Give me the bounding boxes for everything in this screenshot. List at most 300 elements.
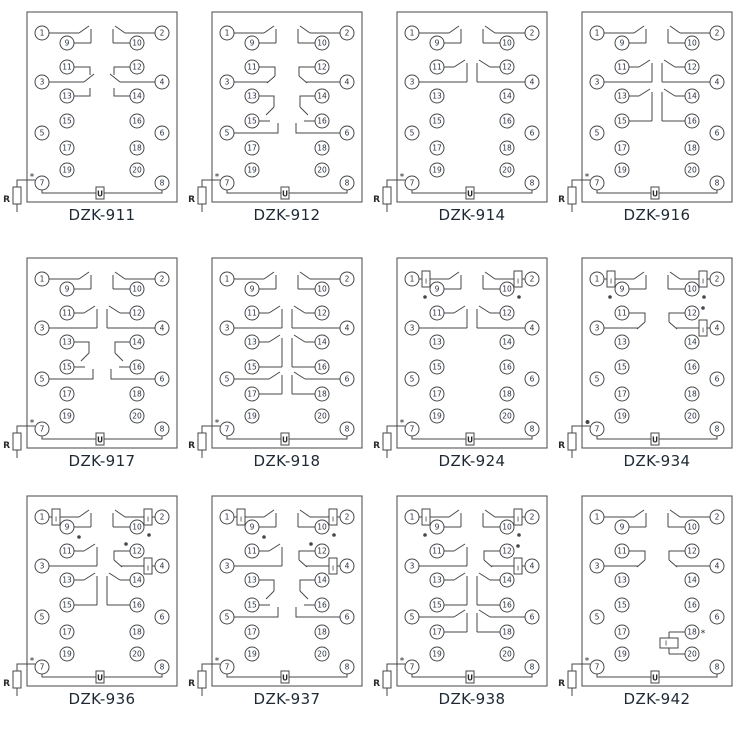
panel-dzk-936 <box>0 486 182 716</box>
bottom-rail <box>289 190 347 193</box>
contact-wire <box>115 510 125 517</box>
resistor-label: R <box>373 679 380 689</box>
terminal-3-number: 3 <box>409 323 415 333</box>
bottom-rail <box>412 674 466 677</box>
terminal-10-number: 10 <box>687 284 697 294</box>
terminal-5-number: 5 <box>409 612 415 622</box>
polarity-dot <box>147 533 151 537</box>
star-marker: * <box>214 172 220 183</box>
resistor-label: R <box>3 441 10 451</box>
panel-label: DZK-942 <box>623 690 691 708</box>
resistor-label: R <box>188 679 195 689</box>
contact-wire <box>84 74 94 82</box>
terminal-3-number: 3 <box>594 561 600 571</box>
terminal-7-number: 7 <box>39 178 45 188</box>
terminal-13-number: 13 <box>62 91 72 101</box>
terminal-4-number: 4 <box>529 561 535 571</box>
contact-wire <box>294 372 305 379</box>
contact-wire <box>269 544 280 551</box>
terminal-5-number: 5 <box>224 374 230 384</box>
terminal-6-number: 6 <box>344 374 350 384</box>
terminal-4-number: 4 <box>344 77 350 87</box>
terminal-14-number: 14 <box>687 91 697 101</box>
terminal-4-number: 4 <box>344 323 350 333</box>
panel-dzk-916 <box>552 2 737 232</box>
contact-wire <box>454 60 465 67</box>
terminal-14-number: 14 <box>502 91 512 101</box>
panel-dzk-912 <box>182 2 367 232</box>
polarity-dot <box>309 542 313 546</box>
terminal-7-number: 7 <box>594 424 600 434</box>
contact-wire <box>664 60 675 67</box>
panel-dzk-942 <box>552 486 737 716</box>
terminal-3-number: 3 <box>39 323 45 333</box>
current-coil-label: I <box>239 515 243 524</box>
terminal-15-number: 15 <box>617 116 627 126</box>
contact-wire <box>114 88 130 96</box>
contact-wire <box>449 272 459 279</box>
bottom-rail <box>104 190 162 193</box>
terminal-19-number: 19 <box>432 411 442 421</box>
terminal-8-number: 8 <box>159 178 165 188</box>
contact-wire <box>84 544 95 551</box>
terminal-10-number: 10 <box>132 38 142 48</box>
terminal-10-number: 10 <box>502 284 512 294</box>
terminal-6-number: 6 <box>159 128 165 138</box>
terminal-17-number: 17 <box>62 389 72 399</box>
resistor <box>198 671 206 688</box>
resistor <box>13 433 21 450</box>
terminal-16-number: 16 <box>502 362 512 372</box>
terminal-2-number: 2 <box>159 512 165 522</box>
contact-wire <box>669 322 677 329</box>
terminal-18-number: 18 <box>687 627 697 637</box>
terminal-11-number: 11 <box>62 546 72 556</box>
relay-case-outline <box>212 12 362 202</box>
contact-wire <box>79 510 89 517</box>
terminal-9-number: 9 <box>619 38 625 48</box>
contact-wire <box>670 510 680 517</box>
relay-wiring-diagram <box>552 2 737 232</box>
bottom-rail <box>42 436 96 439</box>
terminal-12-number: 12 <box>502 62 512 72</box>
bottom-rail <box>597 436 651 439</box>
terminal-6-number: 6 <box>344 612 350 622</box>
terminal-12-number: 12 <box>687 308 697 318</box>
contact-wire <box>115 353 123 361</box>
terminal-15-number: 15 <box>617 362 627 372</box>
star-marker: * <box>584 172 590 183</box>
contact-wire <box>629 313 645 322</box>
contact-wire <box>294 335 305 342</box>
contact-wire <box>110 74 120 82</box>
terminal-5-number: 5 <box>39 612 45 622</box>
terminal-13-number: 13 <box>432 575 442 585</box>
terminal-11-number: 11 <box>432 308 442 318</box>
contact-wire <box>264 272 274 279</box>
terminal-10-number: 10 <box>687 522 697 532</box>
terminal-5-number: 5 <box>224 128 230 138</box>
relay-wiring-diagram <box>367 248 552 478</box>
current-coil-label: I <box>424 277 428 286</box>
contact-wire <box>634 510 644 517</box>
terminal-4-number: 4 <box>714 323 720 333</box>
relay-wiring-diagram <box>0 2 182 232</box>
terminal-18-number: 18 <box>132 389 142 399</box>
terminal-14-number: 14 <box>132 91 142 101</box>
relay-case-outline <box>27 258 177 448</box>
terminal-3-number: 3 <box>224 77 230 87</box>
relay-wiring-diagram <box>182 248 367 478</box>
terminal-14-number: 14 <box>687 575 697 585</box>
polarity-dot <box>608 295 612 299</box>
terminal-9-number: 9 <box>619 284 625 294</box>
resistor <box>383 671 391 688</box>
terminal-13-number: 13 <box>432 337 442 347</box>
contact-wire <box>259 580 274 591</box>
contact-wire <box>629 551 645 560</box>
terminal-8-number: 8 <box>159 662 165 672</box>
star-marker: * <box>584 656 590 667</box>
contact-wire <box>639 89 650 96</box>
terminal-8-number: 8 <box>529 178 535 188</box>
terminal-8-number: 8 <box>344 424 350 434</box>
panel-dzk-938 <box>367 486 552 716</box>
star-marker: * <box>29 172 35 183</box>
terminal-18-number: 18 <box>502 389 512 399</box>
voltage-coil-label: U <box>96 189 104 199</box>
relay-wiring-diagram <box>182 2 367 232</box>
voltage-coil-label: U <box>466 673 474 683</box>
terminal-2-number: 2 <box>344 274 350 284</box>
terminal-18-number: 18 <box>502 627 512 637</box>
terminal-19-number: 19 <box>617 411 627 421</box>
contact-wire <box>454 610 465 617</box>
terminal-1-number: 1 <box>224 28 230 38</box>
terminal-11-number: 11 <box>247 308 257 318</box>
terminal-19-number: 19 <box>62 649 72 659</box>
terminal-6-number: 6 <box>714 374 720 384</box>
terminal-10-number: 10 <box>502 522 512 532</box>
resistor <box>383 187 391 204</box>
terminal-9-number: 9 <box>434 284 440 294</box>
terminal-2-number: 2 <box>714 512 720 522</box>
contact-wire <box>299 76 307 83</box>
terminal-18-number: 18 <box>132 627 142 637</box>
panel-label: DZK-914 <box>438 206 506 224</box>
terminal-11-number: 11 <box>617 62 627 72</box>
panel-dzk-914 <box>367 2 552 232</box>
panel-label: DZK-938 <box>438 690 506 708</box>
relay-wiring-diagram <box>552 486 737 716</box>
terminal-8-number: 8 <box>529 424 535 434</box>
bottom-rail <box>289 436 347 439</box>
terminal-19-number: 19 <box>247 411 257 421</box>
terminal-11-number: 11 <box>62 308 72 318</box>
relay-case-outline <box>212 496 362 686</box>
contact-wire <box>669 560 677 567</box>
terminal-15-number: 15 <box>247 116 257 126</box>
terminal-9-number: 9 <box>64 38 70 48</box>
terminal-5-number: 5 <box>224 612 230 622</box>
bottom-rail <box>474 674 532 677</box>
terminal-6-number: 6 <box>159 374 165 384</box>
polarity-dot <box>124 542 128 546</box>
contact-wire <box>74 342 89 353</box>
relay-case-outline <box>212 258 362 448</box>
resistor-label: R <box>3 679 10 689</box>
relay-case-outline <box>582 258 732 448</box>
terminal-6-number: 6 <box>529 612 535 622</box>
current-coil-label: I <box>701 277 705 286</box>
terminal-4-number: 4 <box>159 77 165 87</box>
terminal-5-number: 5 <box>594 612 600 622</box>
resistor-label: R <box>3 195 10 205</box>
bottom-rail <box>227 436 281 439</box>
panel-dzk-911 <box>0 2 182 232</box>
current-coil-label: I <box>146 564 150 573</box>
terminal-13-number: 13 <box>247 337 257 347</box>
voltage-coil-label: U <box>466 435 474 445</box>
terminal-19-number: 19 <box>617 649 627 659</box>
terminal-12-number: 12 <box>317 62 327 72</box>
terminal-11-number: 11 <box>247 546 257 556</box>
terminal-18-number: 18 <box>687 389 697 399</box>
terminal-14-number: 14 <box>317 575 327 585</box>
terminal-6-number: 6 <box>714 128 720 138</box>
current-coil-label: I <box>516 277 520 286</box>
terminal-14-number: 14 <box>687 337 697 347</box>
contact-wire <box>300 26 310 33</box>
terminal-17-number: 17 <box>247 389 257 399</box>
contact-wire <box>484 560 492 567</box>
terminal-1-number: 1 <box>594 28 600 38</box>
polarity-dot <box>516 544 520 548</box>
polarity-dot <box>586 420 590 424</box>
terminal-16-number: 16 <box>132 116 142 126</box>
terminal-20-number: 20 <box>317 165 327 175</box>
panel-dzk-934 <box>552 248 737 478</box>
bottom-rail <box>659 436 717 439</box>
terminal-6-number: 6 <box>714 612 720 622</box>
terminal-7-number: 7 <box>224 662 230 672</box>
contact-wire <box>300 580 315 591</box>
star-marker: * <box>29 656 35 667</box>
contact-wire <box>259 96 274 107</box>
terminal-19-number: 19 <box>247 165 257 175</box>
terminal-8-number: 8 <box>344 178 350 188</box>
terminal-10-number: 10 <box>502 38 512 48</box>
resistor-label: R <box>373 195 380 205</box>
current-coil-label: I <box>664 639 668 648</box>
terminal-9-number: 9 <box>64 284 70 294</box>
terminal-1-number: 1 <box>594 274 600 284</box>
contact-wire <box>299 67 315 76</box>
terminal-4-number: 4 <box>159 323 165 333</box>
terminal-19-number: 19 <box>432 649 442 659</box>
contact-wire <box>664 89 675 96</box>
contact-wire <box>79 26 89 33</box>
terminal-11-number: 11 <box>247 62 257 72</box>
resistor-label: R <box>188 195 195 205</box>
relay-wiring-diagram <box>0 486 182 716</box>
terminal-14-number: 14 <box>502 575 512 585</box>
terminal-11-number: 11 <box>432 546 442 556</box>
terminal-4-number: 4 <box>714 561 720 571</box>
resistor-label: R <box>188 441 195 451</box>
terminal-14-number: 14 <box>132 575 142 585</box>
relay-wiring-diagram <box>552 248 737 478</box>
polarity-dot <box>77 535 81 539</box>
terminal-5-number: 5 <box>39 128 45 138</box>
voltage-coil-label: U <box>466 189 474 199</box>
terminal-15-number: 15 <box>247 600 257 610</box>
terminal-20-number: 20 <box>687 411 697 421</box>
bottom-rail <box>412 436 466 439</box>
voltage-coil-label: U <box>651 673 659 683</box>
terminal-20-number: 20 <box>132 411 142 421</box>
terminal-8-number: 8 <box>714 178 720 188</box>
terminal-15-number: 15 <box>432 116 442 126</box>
terminal-14-number: 14 <box>132 337 142 347</box>
terminal-7-number: 7 <box>409 662 415 672</box>
current-coil-label: I <box>609 277 613 286</box>
contact-wire <box>485 510 495 517</box>
voltage-coil-label: U <box>651 189 659 199</box>
terminal-16-number: 16 <box>502 600 512 610</box>
polarity-dot <box>517 533 521 537</box>
terminal-17-number: 17 <box>432 627 442 637</box>
terminal-20-number: 20 <box>317 649 327 659</box>
contact-wire <box>79 272 89 279</box>
terminal-6-number: 6 <box>159 612 165 622</box>
terminal-7-number: 7 <box>409 424 415 434</box>
terminal-2-number: 2 <box>714 28 720 38</box>
terminal-9-number: 9 <box>249 38 255 48</box>
polarity-dot <box>517 295 521 299</box>
terminal-1-number: 1 <box>39 512 45 522</box>
terminal-13-number: 13 <box>617 337 627 347</box>
polarity-dot <box>423 533 427 537</box>
terminal-18-number: 18 <box>317 143 327 153</box>
panel-label: DZK-918 <box>253 452 321 470</box>
current-coil-label: I <box>424 515 428 524</box>
bottom-rail <box>412 190 466 193</box>
star-marker: * <box>399 172 405 183</box>
polarity-dot <box>702 295 706 299</box>
terminal-7-number: 7 <box>594 662 600 672</box>
panel-label: DZK-916 <box>623 206 691 224</box>
contact-wire <box>269 335 280 342</box>
contact-wire <box>266 591 274 599</box>
contact-wire <box>479 60 490 67</box>
contact-wire <box>454 544 465 551</box>
bottom-rail <box>659 190 717 193</box>
relay-case-outline <box>397 12 547 202</box>
terminal-13-number: 13 <box>62 337 72 347</box>
voltage-coil-label: U <box>281 189 289 199</box>
resistor <box>568 187 576 204</box>
terminal-3-number: 3 <box>594 323 600 333</box>
polarity-dot <box>262 535 266 539</box>
contact-wire <box>74 67 90 75</box>
contact-wire <box>670 26 680 33</box>
terminal-17-number: 17 <box>62 627 72 637</box>
terminal-3-number: 3 <box>409 77 415 87</box>
terminal-12-number: 12 <box>317 546 327 556</box>
bottom-rail <box>597 674 651 677</box>
terminal-13-number: 13 <box>432 91 442 101</box>
resistor-label: R <box>558 441 565 451</box>
terminal-3-number: 3 <box>594 77 600 87</box>
panel-label: DZK-924 <box>438 452 506 470</box>
terminal-15-number: 15 <box>247 362 257 372</box>
terminal-9-number: 9 <box>434 522 440 532</box>
contact-wire <box>669 551 685 560</box>
terminal-12-number: 12 <box>502 546 512 556</box>
contact-wire <box>109 573 120 580</box>
star-marker: * <box>399 418 405 429</box>
contact-wire <box>294 306 305 313</box>
terminal-8-number: 8 <box>344 662 350 672</box>
terminal-17-number: 17 <box>247 143 257 153</box>
relay-wiring-diagram <box>0 248 182 478</box>
terminal-18-number: 18 <box>317 627 327 637</box>
contact-wire <box>300 107 308 115</box>
polarity-dot <box>701 306 705 310</box>
terminal-1-number: 1 <box>224 512 230 522</box>
voltage-coil-label: U <box>96 673 104 683</box>
contact-wire <box>115 342 130 353</box>
terminal-14-number: 14 <box>502 337 512 347</box>
contact-wire <box>300 96 315 107</box>
bottom-rail <box>227 190 281 193</box>
terminal-9-number: 9 <box>249 522 255 532</box>
current-coil-label: I <box>516 515 520 524</box>
terminal-20-number: 20 <box>502 649 512 659</box>
terminal-4-number: 4 <box>529 323 535 333</box>
star-marker: * <box>700 629 706 639</box>
contact-wire <box>637 560 645 567</box>
terminal-18-number: 18 <box>687 143 697 153</box>
terminal-1-number: 1 <box>39 274 45 284</box>
terminal-4-number: 4 <box>529 77 535 87</box>
terminal-9-number: 9 <box>249 284 255 294</box>
contact-wire <box>109 306 120 313</box>
terminal-16-number: 16 <box>132 600 142 610</box>
panel-label: DZK-911 <box>68 206 136 224</box>
terminal-3-number: 3 <box>39 561 45 571</box>
terminal-14-number: 14 <box>317 337 327 347</box>
bottom-rail <box>42 190 96 193</box>
terminal-11-number: 11 <box>617 546 627 556</box>
terminal-17-number: 17 <box>617 627 627 637</box>
resistor <box>568 671 576 688</box>
contact-wire <box>114 560 122 567</box>
terminal-4-number: 4 <box>344 561 350 571</box>
contact-wire <box>259 67 275 76</box>
terminal-15-number: 15 <box>62 362 72 372</box>
terminal-1-number: 1 <box>409 28 415 38</box>
terminal-12-number: 12 <box>132 546 142 556</box>
relay-case-outline <box>27 496 177 686</box>
terminal-10-number: 10 <box>317 38 327 48</box>
terminal-17-number: 17 <box>247 627 257 637</box>
terminal-4-number: 4 <box>159 561 165 571</box>
relay-case-outline <box>397 258 547 448</box>
contact-wire <box>449 26 459 33</box>
terminal-11-number: 11 <box>432 62 442 72</box>
